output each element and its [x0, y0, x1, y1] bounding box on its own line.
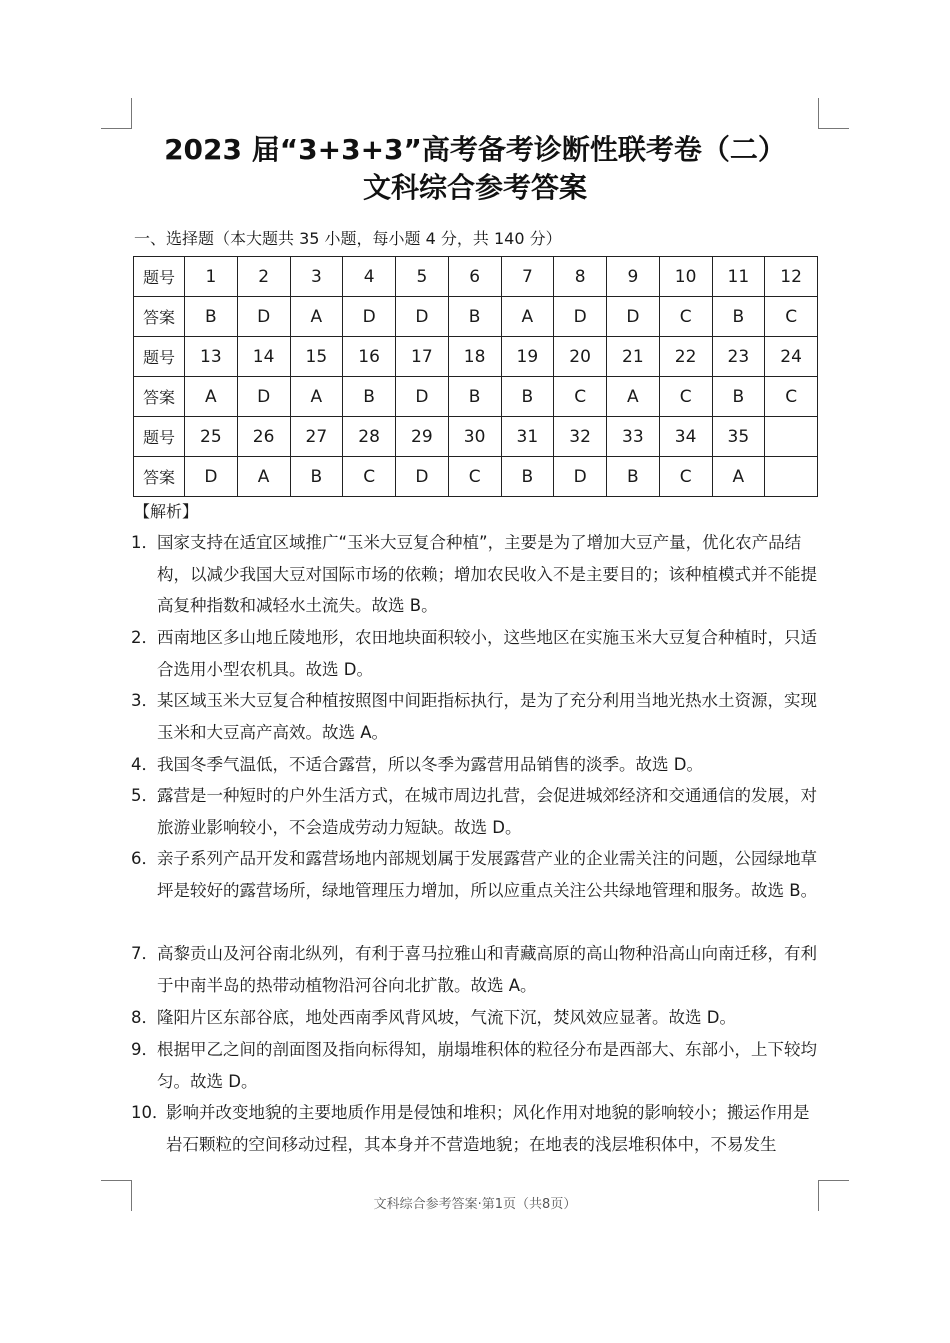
question-number-cell: 14 — [237, 337, 290, 377]
analysis-item-5 — [131, 780, 821, 843]
answer-cell: B — [185, 297, 238, 337]
answer-cell: B — [607, 457, 660, 497]
page-title: 2023 届“3+3+3”高考备考诊断性联考卷（二） — [164, 133, 786, 166]
answer-cell — [765, 457, 818, 497]
row-label-question: 题号 — [134, 257, 185, 297]
answer-cell: B — [501, 457, 554, 497]
item-text: 某区域玉米大豆复合种植按照图中间距指标执行，是为了充分利用当地光热水土资源，实现玉米和大豆高产高效。故选 A。 — [157, 691, 817, 742]
item-number: 8． — [131, 1008, 158, 1027]
item-text: 西南地区多山地丘陵地形，农田地块面积较小，这些地区在实施玉米大豆复合种植时，只适合选用小型农机具。故选 D。 — [157, 628, 817, 679]
item-number: 2． — [131, 628, 158, 647]
crop-mark-top-left — [101, 98, 132, 129]
answer-cell: B — [448, 297, 501, 337]
item-text: 影响并改变地貌的主要地质作用是侵蚀和堆积；风化作用对地貌的影响较小；搬运作用是岩石颗粒的空间移动过程，其本身并不营造地貌；在地表的浅层堆积体中，不易发生 — [166, 1103, 810, 1154]
analysis-item-8 — [131, 1002, 821, 1034]
answer-cell: D — [396, 297, 449, 337]
question-number-cell: 12 — [765, 257, 818, 297]
question-number-cell: 32 — [554, 417, 607, 457]
item-text: 国家支持在适宜区域推广“玉米大豆复合种植”，主要是为了增加大豆产量，优化农产品结构，以减少我国大豆对国际市场的依赖；增加农民收入不是主要目的；该种植模式并不能提高复种指数和减轻水土流失。故选 B。 — [157, 533, 817, 615]
question-number-cell: 5 — [396, 257, 449, 297]
row-label-answer: 答案 — [134, 457, 185, 497]
question-number-cell: 4 — [343, 257, 396, 297]
question-number-cell: 16 — [343, 337, 396, 377]
item-number: 1． — [131, 533, 158, 552]
answer-cell: C — [448, 457, 501, 497]
section-heading-choice: 一、选择题（本大题共 35 小题，每小题 4 分，共 140 分） — [134, 229, 562, 248]
page-footer: 文科综合参考答案·第1页（共8页） — [373, 1197, 577, 1212]
answer-cell: A — [290, 377, 343, 417]
answer-cell: C — [554, 377, 607, 417]
answer-cell: C — [659, 457, 712, 497]
item-number: 9． — [131, 1040, 158, 1059]
row-label-answer: 答案 — [134, 377, 185, 417]
analysis-item-2 — [131, 622, 821, 685]
answer-cell: C — [765, 377, 818, 417]
answer-cell: B — [448, 377, 501, 417]
answer-cell: C — [343, 457, 396, 497]
row-label-answer: 答案 — [134, 297, 185, 337]
answer-cell: B — [290, 457, 343, 497]
analysis-item-3 — [131, 685, 821, 748]
table-row — [134, 257, 818, 297]
question-number-cell: 21 — [607, 337, 660, 377]
analysis-item-10 — [131, 1097, 821, 1160]
analysis-item-6 — [131, 843, 821, 906]
answer-cell: A — [290, 297, 343, 337]
crop-mark-top-right — [818, 98, 849, 129]
answer-cell: D — [237, 377, 290, 417]
table-row — [134, 297, 818, 337]
question-number-cell: 18 — [448, 337, 501, 377]
question-number-cell: 2 — [237, 257, 290, 297]
answer-table — [133, 256, 818, 497]
item-number: 3． — [131, 691, 158, 710]
question-number-cell: 19 — [501, 337, 554, 377]
analysis-item-4 — [131, 749, 821, 781]
answer-cell: C — [659, 297, 712, 337]
analysis-item-7 — [131, 938, 821, 1001]
item-number: 6． — [131, 849, 158, 868]
answer-cell: A — [607, 377, 660, 417]
question-number-cell: 17 — [396, 337, 449, 377]
question-number-cell — [765, 417, 818, 457]
answer-cell: C — [765, 297, 818, 337]
item-text: 高黎贡山及河谷南北纵列，有利于喜马拉雅山和青藏高原的高山物种沿高山向南迁移，有利于中南半岛的热带动植物沿河谷向北扩散。故选 A。 — [157, 944, 817, 995]
question-number-cell: 13 — [185, 337, 238, 377]
question-number-cell: 8 — [554, 257, 607, 297]
question-number-cell: 3 — [290, 257, 343, 297]
answer-cell: A — [237, 457, 290, 497]
item-number: 10． — [131, 1103, 169, 1122]
question-number-cell: 35 — [712, 417, 765, 457]
row-label-question: 题号 — [134, 337, 185, 377]
item-number: 5． — [131, 786, 158, 805]
item-text: 隆阳片区东部谷底，地处西南季风背风坡，气流下沉，焚风效应显著。故选 D。 — [157, 1008, 736, 1027]
question-number-cell: 9 — [607, 257, 660, 297]
item-number: 4． — [131, 755, 158, 774]
answer-cell: C — [659, 377, 712, 417]
question-number-cell: 7 — [501, 257, 554, 297]
analysis-heading: 【解析】 — [134, 502, 199, 521]
question-number-cell: 33 — [607, 417, 660, 457]
answer-cell: A — [712, 457, 765, 497]
question-number-cell: 24 — [765, 337, 818, 377]
table-row — [134, 377, 818, 417]
item-text: 根据甲乙之间的剖面图及指向标得知，崩塌堆积体的粒径分布是西部大、东部小，上下较均匀。故选 D。 — [157, 1040, 817, 1091]
analysis-item-9 — [131, 1034, 821, 1097]
question-number-cell: 22 — [659, 337, 712, 377]
answer-cell: D — [396, 457, 449, 497]
answer-cell: A — [501, 297, 554, 337]
item-text: 亲子系列产品开发和露营场地内部规划属于发展露营产业的企业需关注的问题，公园绿地草坪是较好的露营场所，绿地管理压力增加，所以应重点关注公共绿地管理和服务。故选 B。 — [157, 849, 818, 900]
question-number-cell: 34 — [659, 417, 712, 457]
answer-cell: B — [712, 377, 765, 417]
row-label-question: 题号 — [134, 417, 185, 457]
question-number-cell: 25 — [185, 417, 238, 457]
answer-cell: A — [185, 377, 238, 417]
item-text: 露营是一种短时的户外生活方式，在城市周边扎营，会促进城郊经济和交通通信的发展，对旅游业影响较小，不会造成劳动力短缺。故选 D。 — [157, 786, 817, 837]
question-number-cell: 29 — [396, 417, 449, 457]
answer-cell: B — [712, 297, 765, 337]
page-subtitle: 文科综合参考答案 — [362, 171, 587, 204]
question-number-cell: 27 — [290, 417, 343, 457]
question-number-cell: 20 — [554, 337, 607, 377]
answer-cell: D — [396, 377, 449, 417]
answer-cell: D — [554, 297, 607, 337]
answer-cell: B — [343, 377, 396, 417]
table-row — [134, 337, 818, 377]
answer-cell: D — [343, 297, 396, 337]
question-number-cell: 28 — [343, 417, 396, 457]
table-row — [134, 457, 818, 497]
question-number-cell: 30 — [448, 417, 501, 457]
question-number-cell: 26 — [237, 417, 290, 457]
answer-cell: D — [237, 297, 290, 337]
question-number-cell: 6 — [448, 257, 501, 297]
question-number-cell: 11 — [712, 257, 765, 297]
item-text: 我国冬季气温低，不适合露营，所以冬季为露营用品销售的淡季。故选 D。 — [157, 755, 703, 774]
question-number-cell: 23 — [712, 337, 765, 377]
table-row — [134, 417, 818, 457]
question-number-cell: 15 — [290, 337, 343, 377]
answer-cell: D — [554, 457, 607, 497]
question-number-cell: 31 — [501, 417, 554, 457]
question-number-cell: 1 — [185, 257, 238, 297]
answer-cell: D — [607, 297, 660, 337]
question-number-cell: 10 — [659, 257, 712, 297]
answer-cell: B — [501, 377, 554, 417]
answer-cell: D — [185, 457, 238, 497]
item-number: 7． — [131, 944, 158, 963]
analysis-item-1 — [131, 527, 821, 622]
